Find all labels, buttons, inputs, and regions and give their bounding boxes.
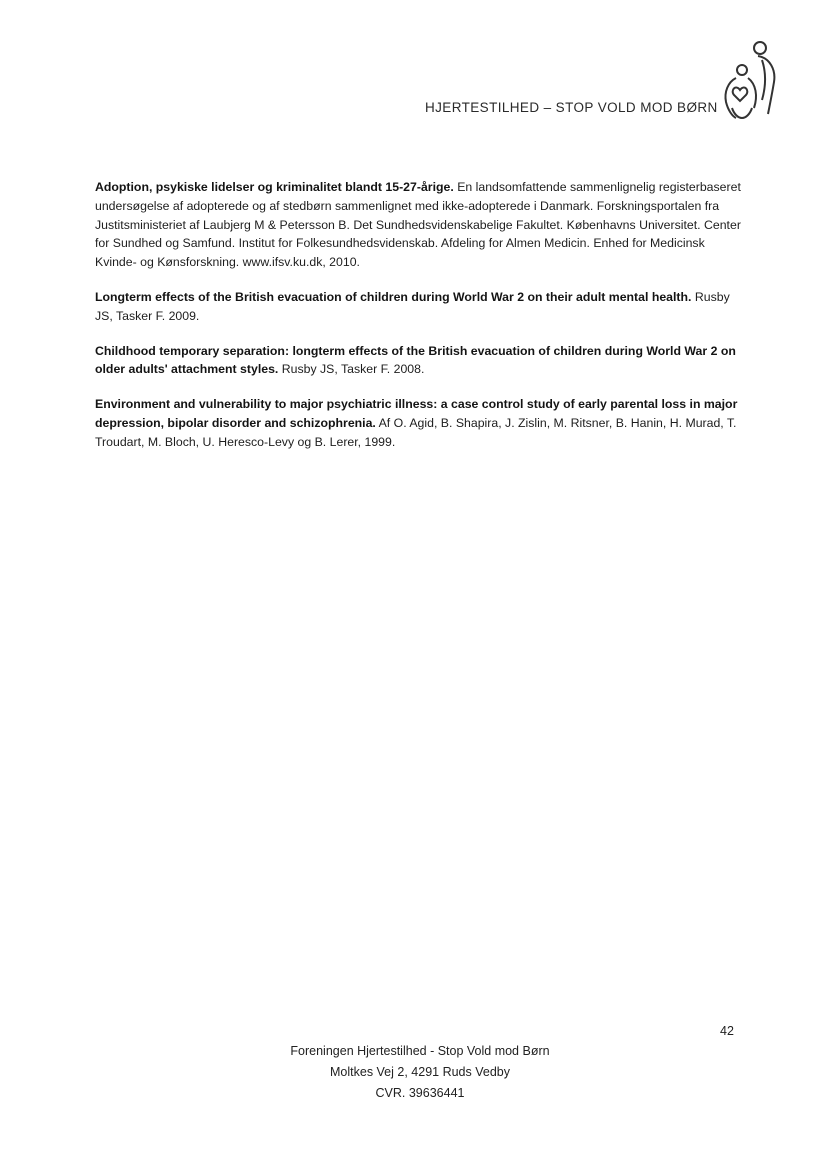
- reference-list: [95, 178, 745, 468]
- reference-title: Longterm effects of the British evacuation of children during World War 2 on their adult mental health.: [95, 289, 692, 304]
- reference-title: Environment and vulnerability to major psychiatric illness: a case control study of early parental loss in major depression, bipolar disorder and schizophrenia.: [95, 397, 738, 430]
- header-title: HJERTESTILHED – STOP VOLD MOD BØRN: [425, 100, 718, 115]
- page-footer: [0, 1041, 828, 1104]
- reference-title: Adoption, psykiske lidelser og kriminalitet blandt 15-27-årige.: [95, 180, 454, 194]
- reference-text: Af O. Agid, B. Shapira, J. Zislin, M. Ritsner, B. Hanin, H. Murad, T. Troudart, M. Bloch, U. Heresco-Levy og B. Lerer, 1999.: [95, 415, 737, 449]
- reference-text: Rusby JS, Tasker F. 2009.: [95, 289, 730, 323]
- reference-item: [95, 395, 745, 451]
- reference-item: [95, 178, 745, 272]
- reference-item: [95, 288, 745, 326]
- reference-text: En landsomfattende sammenlignelig registerbaseret undersøgelse af adopterede og af stedbørn sammenlignet med ikke-adopterede i Danmark. Forskningsportalen fra Justitsministeriet af Laubjerg M & Petersson B. Det Sundhedsvidenskabelige Fakultet. Københavns Universitet. Center for Sundhed og Samfund. Institut for Folkesundhedsvidenskab. Afdeling for Almen Medicin. Enhed for Medicinsk Kvinde- og Kønsforskning. www.ifsv.ku.dk, 2010.: [95, 180, 741, 270]
- family-heart-logo-icon: [718, 38, 778, 122]
- reference-title: Childhood temporary separation: longterm effects of the British evacuation of children during World War 2 on older adults' attachment styles.: [95, 343, 736, 377]
- footer-organization: Foreningen Hjertestilhed - Stop Vold mod Børn: [290, 1044, 550, 1058]
- footer-cvr: CVR. 39636441: [375, 1086, 465, 1100]
- reference-item: [95, 342, 745, 380]
- footer-address: Moltkes Vej 2, 4291 Ruds Vedby: [330, 1065, 510, 1079]
- page-number: 42: [720, 1024, 734, 1038]
- reference-text: Rusby JS, Tasker F. 2008.: [281, 362, 425, 377]
